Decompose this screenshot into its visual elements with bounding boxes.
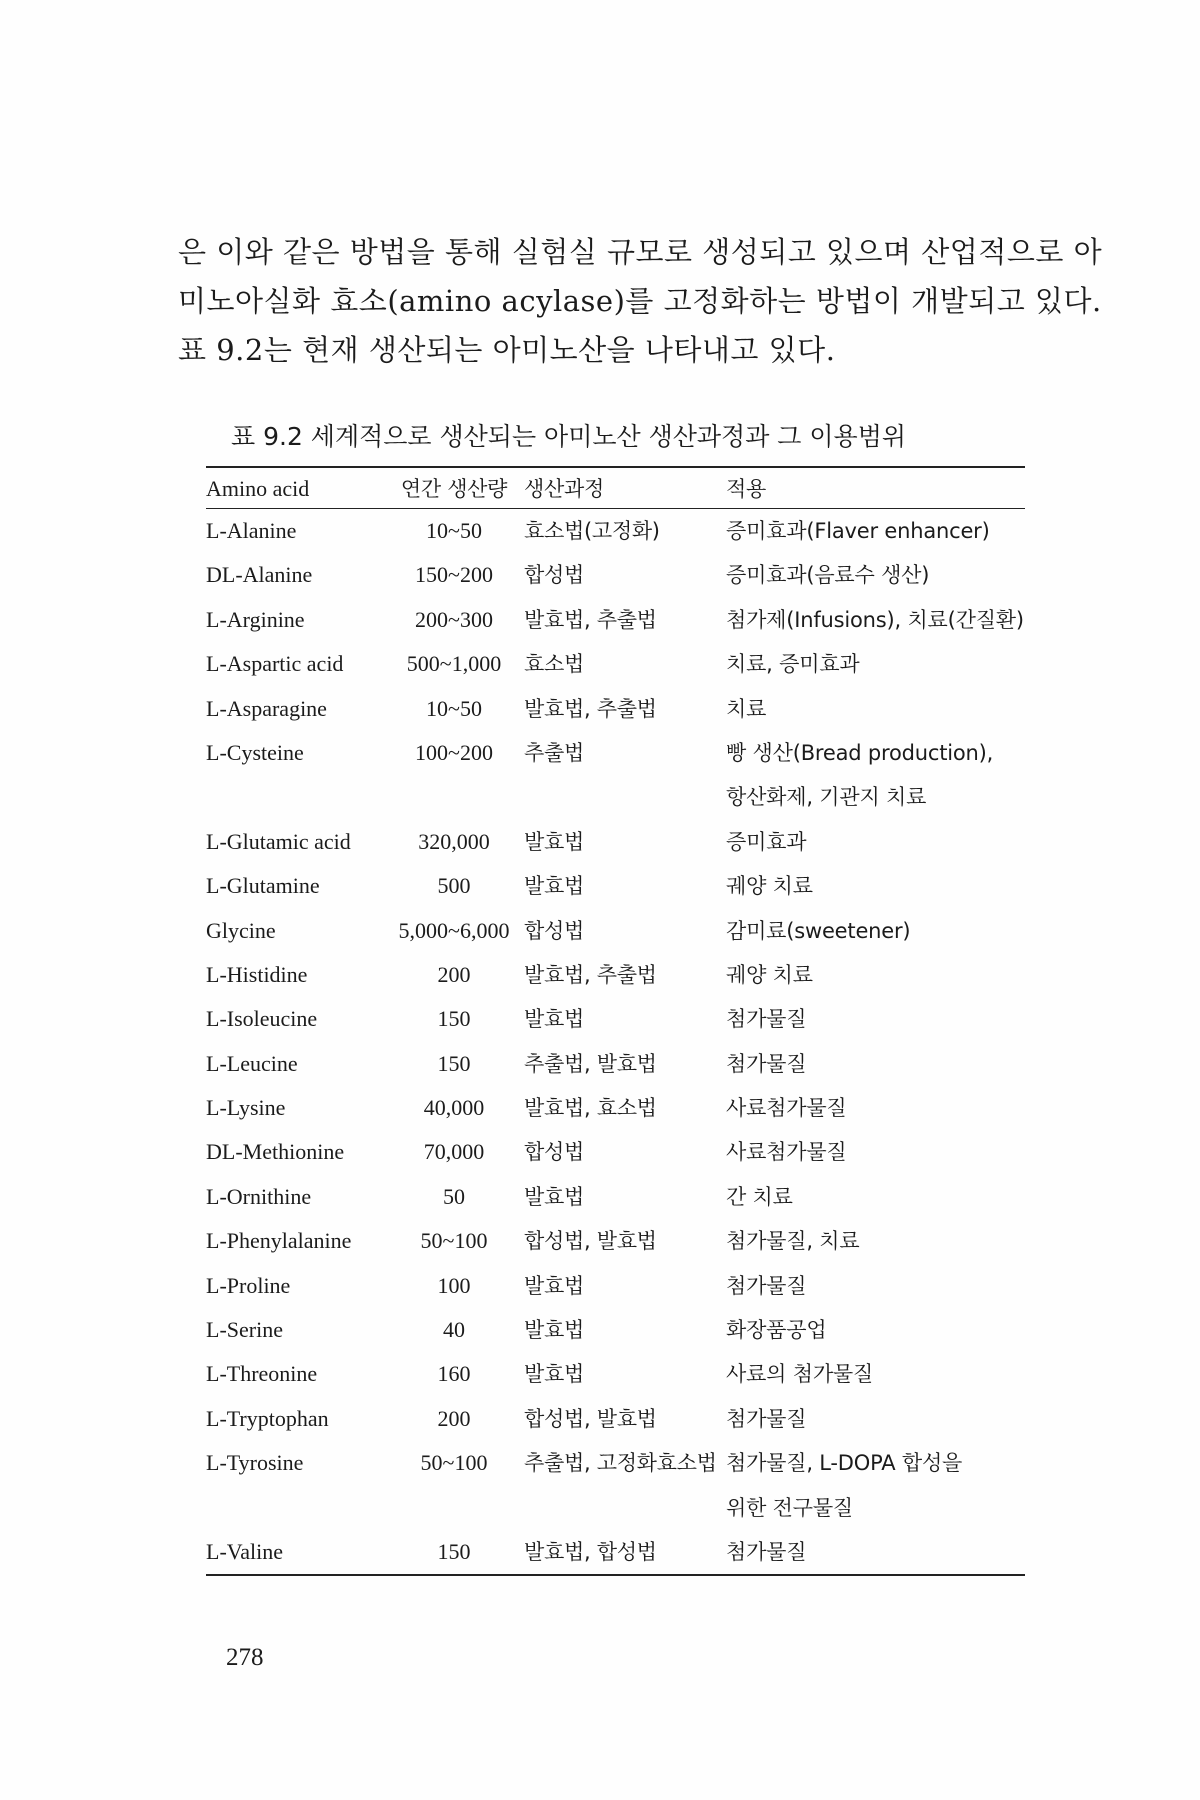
page-number: 278 — [226, 1644, 264, 1671]
table-row — [206, 1441, 1025, 1485]
cell-production-process: 합성법, 발효법 — [524, 1406, 657, 1431]
column-header-production-process: 생산과정 — [524, 477, 604, 501]
table-body — [206, 509, 1025, 1574]
table-row — [206, 775, 1025, 819]
cell-production-process: 합성법, 발효법 — [524, 1229, 657, 1254]
cell-amino-acid: DL-Alanine — [206, 562, 313, 588]
cell-production-process: 추출법 — [524, 740, 584, 765]
cell-annual-production: 200 — [437, 961, 471, 987]
cell-production-process: 추출법, 발효법 — [524, 1051, 657, 1076]
cell-annual-production: 100~200 — [415, 739, 493, 765]
cell-application: 첨가물질 — [726, 1273, 807, 1298]
table-row — [206, 820, 1025, 864]
table-row — [206, 953, 1025, 997]
table-row — [206, 1530, 1025, 1574]
table-bottom-rule — [206, 1574, 1025, 1576]
cell-application: 치료 — [726, 696, 767, 721]
cell-amino-acid: L-Histidine — [206, 961, 308, 987]
cell-application: 첨가물질 — [726, 1539, 807, 1564]
cell-annual-production: 150~200 — [415, 562, 493, 588]
cell-production-process: 합성법 — [524, 918, 584, 943]
paragraph-line: 표 9.2는 현재 생산되는 아미노산을 나타내고 있다. — [178, 333, 836, 367]
cell-amino-acid: L-Serine — [206, 1317, 283, 1343]
table-row — [206, 687, 1025, 731]
cell-amino-acid: L-Tryptophan — [206, 1405, 329, 1431]
cell-production-process: 발효법 — [524, 1184, 584, 1209]
table-row — [206, 553, 1025, 597]
body-paragraph — [178, 228, 1103, 375]
cell-annual-production: 50~100 — [420, 1228, 488, 1254]
cell-production-process: 발효법, 추출법 — [524, 696, 657, 721]
paragraph-line: 미노아실화 효소(amino acylase)를 고정화하는 방법이 개발되고 있다. — [178, 284, 1102, 318]
table-row — [206, 1219, 1025, 1263]
cell-amino-acid: DL-Methionine — [206, 1139, 345, 1165]
cell-annual-production: 150 — [437, 1006, 471, 1032]
table-row — [206, 731, 1025, 775]
cell-annual-production: 200 — [437, 1405, 471, 1431]
table-caption: 표 9.2 세계적으로 생산되는 아미노산 생산과정과 그 이용범위 — [231, 422, 906, 451]
cell-amino-acid: L-Aspartic acid — [206, 651, 344, 677]
table-row — [206, 1486, 1025, 1530]
cell-amino-acid: L-Alanine — [206, 518, 297, 543]
cell-amino-acid: L-Glutamine — [206, 873, 320, 899]
cell-production-process: 발효법 — [524, 1318, 584, 1343]
cell-annual-production: 100 — [437, 1272, 471, 1298]
cell-application: 치료, 증미효과 — [726, 652, 860, 677]
column-header-amino-acid: Amino acid — [206, 476, 310, 501]
cell-application: 감미료(sweetener) — [726, 918, 911, 943]
cell-amino-acid: L-Isoleucine — [206, 1006, 318, 1032]
cell-application: 위한 전구물질 — [726, 1495, 853, 1520]
cell-annual-production: 150 — [437, 1538, 471, 1564]
cell-amino-acid: L-Glutamic acid — [206, 828, 351, 854]
table-row — [206, 1042, 1025, 1086]
cell-annual-production: 200~300 — [415, 606, 493, 632]
cell-application: 항산화제, 기관지 치료 — [726, 785, 927, 810]
table-header-row — [206, 468, 1025, 508]
table-row — [206, 997, 1025, 1041]
cell-production-process: 합성법 — [524, 563, 584, 588]
cell-amino-acid: L-Threonine — [206, 1361, 318, 1387]
cell-annual-production: 50~100 — [420, 1450, 488, 1476]
cell-application: 증미효과 — [726, 829, 807, 854]
cell-production-process: 발효법, 추출법 — [524, 607, 657, 632]
amino-acid-table — [206, 466, 1025, 1576]
cell-production-process: 발효법 — [524, 1007, 584, 1032]
cell-application: 궤양 치료 — [726, 962, 813, 987]
cell-amino-acid: L-Asparagine — [206, 695, 327, 721]
cell-application: 빵 생산(Bread production), — [726, 740, 994, 765]
cell-amino-acid: L-Proline — [206, 1272, 291, 1298]
table-row — [206, 509, 1025, 553]
cell-annual-production: 10~50 — [426, 518, 482, 543]
cell-production-process: 발효법 — [524, 874, 584, 899]
cell-application: 간 치료 — [726, 1184, 793, 1209]
cell-annual-production: 10~50 — [426, 695, 482, 721]
cell-application: 화장품공업 — [726, 1318, 827, 1343]
cell-annual-production: 70,000 — [423, 1139, 485, 1165]
cell-amino-acid: L-Tyrosine — [206, 1450, 304, 1476]
table-row — [206, 1175, 1025, 1219]
cell-annual-production: 320,000 — [418, 828, 490, 854]
cell-application: 궤양 치료 — [726, 874, 813, 899]
cell-production-process: 발효법 — [524, 1273, 584, 1298]
cell-production-process: 발효법 — [524, 1362, 584, 1387]
cell-amino-acid: L-Arginine — [206, 606, 305, 632]
table-row — [206, 642, 1025, 686]
cell-application: 첨가물질 — [726, 1406, 807, 1431]
cell-production-process: 효소법 — [524, 652, 584, 677]
cell-application: 사료첨가물질 — [726, 1096, 847, 1121]
cell-production-process: 발효법 — [524, 829, 584, 854]
cell-amino-acid: L-Lysine — [206, 1095, 286, 1121]
column-header-annual-production: 연간 생산량 — [400, 477, 508, 501]
cell-amino-acid: L-Leucine — [206, 1050, 298, 1076]
cell-production-process: 합성법 — [524, 1140, 584, 1165]
table-row — [206, 1264, 1025, 1308]
cell-application: 사료첨가물질 — [726, 1140, 847, 1165]
table-row — [206, 1130, 1025, 1174]
cell-production-process: 효소법(고정화) — [524, 519, 660, 543]
cell-application: 첨가물질, 치료 — [726, 1229, 860, 1254]
table-row — [206, 1352, 1025, 1396]
cell-production-process: 발효법, 추출법 — [524, 962, 657, 987]
cell-annual-production: 40 — [443, 1317, 465, 1343]
cell-annual-production: 5,000~6,000 — [398, 917, 510, 943]
cell-amino-acid: Glycine — [206, 917, 276, 943]
cell-annual-production: 50 — [443, 1183, 465, 1209]
cell-amino-acid: L-Ornithine — [206, 1183, 312, 1209]
table-row — [206, 864, 1025, 908]
cell-application: 증미효과(음료수 생산) — [726, 563, 930, 588]
cell-amino-acid: L-Valine — [206, 1538, 283, 1564]
cell-production-process: 발효법, 효소법 — [524, 1096, 657, 1121]
table-row — [206, 1397, 1025, 1441]
table-row — [206, 1086, 1025, 1130]
cell-application: 사료의 첨가물질 — [726, 1362, 874, 1387]
cell-production-process: 발효법, 합성법 — [524, 1539, 657, 1564]
cell-amino-acid: L-Phenylalanine — [206, 1228, 352, 1254]
table-row — [206, 1308, 1025, 1352]
cell-application: 첨가물질 — [726, 1051, 807, 1076]
paragraph-line: 은 이와 같은 방법을 통해 실험실 규모로 생성되고 있으며 산업적으로 아 — [178, 235, 1103, 269]
cell-annual-production: 40,000 — [423, 1095, 485, 1121]
cell-annual-production: 500~1,000 — [406, 651, 502, 677]
table-row — [206, 598, 1025, 642]
cell-application: 첨가물질 — [726, 1007, 807, 1032]
table-row — [206, 909, 1025, 953]
cell-annual-production: 150 — [437, 1050, 471, 1076]
cell-annual-production: 160 — [437, 1361, 471, 1387]
cell-application: 첨가물질, L-DOPA 합성을 — [726, 1451, 963, 1476]
cell-application: 첨가제(Infusions), 치료(간질환) — [726, 607, 1024, 632]
cell-amino-acid: L-Cysteine — [206, 739, 304, 765]
cell-annual-production: 500 — [437, 873, 471, 899]
cell-application: 증미효과(Flaver enhancer) — [726, 519, 990, 543]
cell-production-process: 추출법, 고정화효소법 — [524, 1451, 717, 1476]
column-header-application: 적용 — [726, 477, 766, 501]
